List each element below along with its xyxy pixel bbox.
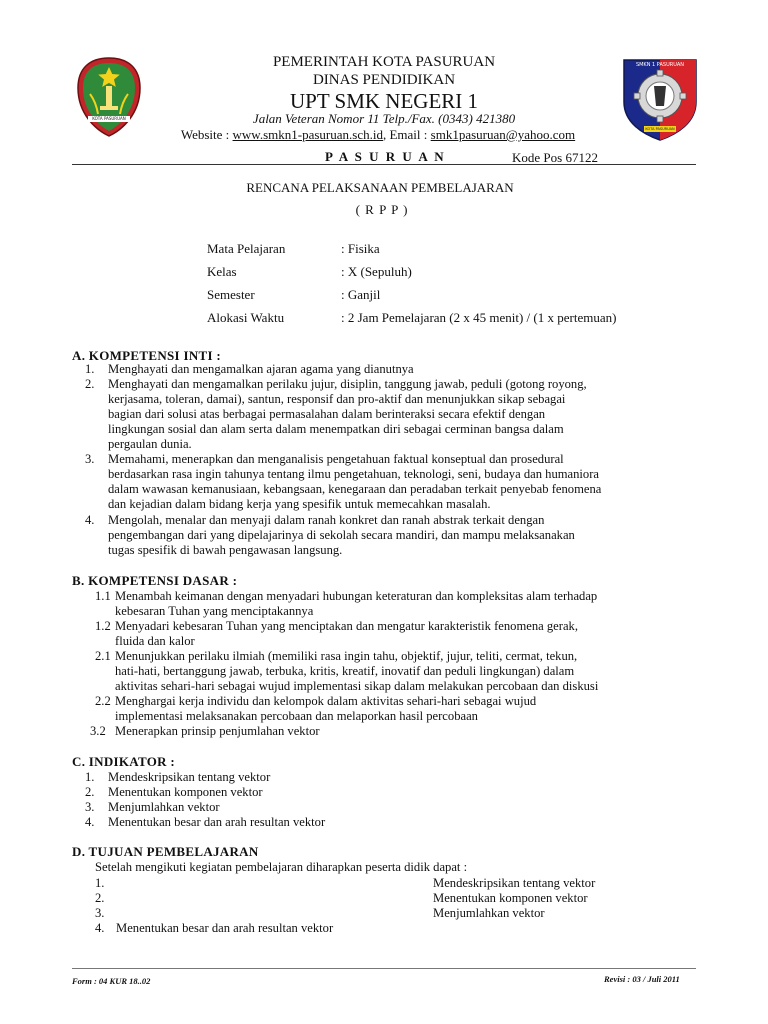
info-label-subject: Mata Pelajaran [207, 241, 286, 256]
d-item-3-number: 3. [95, 906, 105, 920]
info-value-subject: : Fisika [341, 241, 380, 256]
a-item-2-line-3: bagian dari solusi atas berbagai permasalahan dalam berinteraksi secara efektif dengan [108, 407, 546, 421]
left-emblem-text: KOTA PASURUAN [92, 116, 126, 121]
c-item-1-text: Mendeskripsikan tentang vektor [108, 770, 271, 784]
info-value-semester: : Ganjil [341, 287, 381, 302]
header-address-text: Jalan Veteran Nomor 11 Telp./Fax. (0343) 421380 [252, 111, 516, 126]
info-value-class: : X (Sepuluh) [341, 264, 412, 279]
d-item-1-number: 1. [95, 876, 105, 890]
b-item-2-1-line-1: Menunjukkan perilaku ilmiah (memiliki rasa ingin tahu, objektif, jujur, teliti, cermat, tekun, [115, 649, 578, 663]
a-item-1-line-1: Menghayati dan mengamalkan ajaran agama yang dianutnya [108, 362, 414, 376]
d-item-4-number: 4. [95, 921, 105, 935]
c-item-3-text: Menjumlahkan vektor [108, 800, 220, 814]
b-item-1-2-line-1: Menyadari kebesaran Tuhan yang menciptakan dan mengatur karakteristik fenomena gerak, [115, 619, 579, 633]
section-b-title: B. KOMPETENSI DASAR : [72, 573, 238, 588]
b-item-3-2-line-1: Menerapkan prinsip penjumlahan vektor [115, 724, 320, 738]
b-item-3-2-number: 3.2 [90, 724, 106, 738]
section-d-title: D. TUJUAN PEMBELAJARAN [72, 844, 259, 859]
website-link[interactable]: www.smkn1-pasuruan.sch.id [232, 127, 383, 142]
info-value-time: : 2 Jam Pemelajaran (2 x 45 menit) / (1 x pertemuan) [341, 310, 617, 325]
a-item-2-line-2: kerjasama, toleran, damai), santun, responsif dan pro-aktif dan menunjukkan sikap sebagai [108, 392, 566, 406]
info-label-time: Alokasi Waktu [207, 310, 285, 325]
b-item-2-2-number: 2.2 [95, 694, 111, 708]
d-item-2-number: 2. [95, 891, 105, 905]
header-school-name: UPT SMK NEGERI 1 [289, 89, 479, 113]
b-item-1-1-line-2: kebesaran Tuhan yang menciptakannya [115, 604, 314, 618]
a-item-2-line-1: Menghayati dan mengamalkan perilaku jujur, disiplin, tanggung jawab, peduli (gotong royong, [108, 377, 587, 391]
email-label: , Email : [382, 127, 431, 142]
c-item-1-number: 1. [85, 770, 95, 784]
c-item-4-number: 4. [85, 815, 95, 829]
c-item-2-text: Menentukan komponen vektor [108, 785, 263, 799]
d-intro: Setelah mengikuti kegiatan pembelajaran diharapkan peserta didik dapat : [95, 860, 468, 874]
header-government: PEMERINTAH KOTA PASURUAN [272, 54, 496, 70]
footer-divider [72, 968, 696, 969]
a-item-4-line-3: tugas spesifik di bawah pengawasan langsung. [108, 543, 343, 557]
c-item-4-text: Menentukan besar dan arah resultan vektor [108, 815, 326, 829]
a-item-1-number: 1. [85, 362, 95, 376]
website-label: Website : [180, 127, 233, 142]
d-item-2-text: Menentukan komponen vektor [433, 891, 588, 905]
a-item-3-line-1: Memahami, menerapkan dan menganalisis pengetahuan faktual konseptual dan prosedural [108, 452, 564, 466]
c-item-2-number: 2. [85, 785, 95, 799]
document-subtitle: ( R P P ) [355, 202, 409, 217]
a-item-4-number: 4. [85, 513, 95, 527]
a-item-4-line-1: Mengolah, menalar dan menyaji dalam ranah konkret dan ranah abstrak terkait dengan [108, 513, 545, 527]
right-emblem-text-bottom: KOTA PASURUAN [645, 127, 675, 131]
a-item-2-number: 2. [85, 377, 95, 391]
b-item-2-1-line-3: aktivitas sehari-hari sebagai wujud implementasi sikap dalam melakukan percobaan dan diskusi [115, 679, 599, 693]
b-item-1-1-number: 1.1 [95, 589, 111, 603]
a-item-3-number: 3. [85, 452, 95, 466]
b-item-2-1-number: 2.1 [95, 649, 111, 663]
footer-form-code: Form : 04 KUR 18..02 [72, 976, 151, 986]
info-label-class: Kelas [207, 264, 237, 279]
b-item-1-2-line-2: fluida dan kalor [115, 634, 195, 648]
d-item-3-text: Menjumlahkan vektor [433, 906, 545, 920]
section-a-title: A. KOMPETENSI INTI : [72, 348, 222, 363]
d-item-4-text: Menentukan besar dan arah resultan vektor [116, 921, 334, 935]
header-contact [0, 127, 762, 143]
email-link[interactable]: smk1pasuruan@yahoo.com [430, 127, 576, 142]
header-divider [72, 164, 696, 165]
b-item-2-2-line-1: Menghargai kerja individu dan kelompok dalam aktivitas sehari-hari sebagai wujud [115, 694, 537, 708]
header-postcode: Kode Pos 67122 [512, 150, 598, 165]
a-item-2-line-5: pergaulan dunia. [108, 437, 192, 451]
b-item-1-1-line-1: Menambah keimanan dengan menyadari hubungan keteraturan dan kompleksitas alam terhadap [115, 589, 598, 603]
a-item-2-line-4: lingkungan sosial dan alam serta dalam menempatkan diri sebagai cerminan bangsa dalam [108, 422, 564, 436]
a-item-4-line-2: pengembangan dari yang dipelajarinya di sekolah secara mandiri, dan mampu melaksanakan [108, 528, 575, 542]
section-c-title: C. INDIKATOR : [72, 754, 176, 769]
footer-revision: Revisi : 03 / Juli 2011 [604, 974, 680, 984]
c-item-3-number: 3. [85, 800, 95, 814]
info-label-semester: Semester [207, 287, 255, 302]
header-city: P A S U R U A N [325, 149, 446, 164]
a-item-3-line-3: dalam wawasan kemanusiaan, kebangsaan, kenegaraan dan peradaban terkait penyebab fenomena [108, 482, 602, 496]
b-item-1-2-number: 1.2 [95, 619, 111, 633]
b-item-2-1-line-2: hati-hati, bertanggung jawab, terbuka, kritis, kreatif, inovatif dan peduli lingkungan) dalam [115, 664, 575, 678]
b-item-2-2-line-2: implementasi melaksanakan percobaan dan melaporkan hasil percobaan [115, 709, 478, 723]
header-department: DINAS PENDIDIKAN [312, 72, 456, 88]
a-item-3-line-2: berdasarkan rasa ingin tahunya tentang ilmu pengetahuan, teknologi, seni, budaya dan humaniora [108, 467, 600, 481]
a-item-3-line-4: dan kejadian dalam bidang kerja yang spesifik untuk memecahkan masalah. [108, 497, 491, 511]
document-title: RENCANA PELAKSANAAN PEMBELAJARAN [246, 180, 514, 195]
d-item-1-text: Mendeskripsikan tentang vektor [433, 876, 596, 890]
right-emblem-text-top: SMKN 1 PASURUAN [635, 62, 685, 68]
header-address [0, 111, 768, 127]
